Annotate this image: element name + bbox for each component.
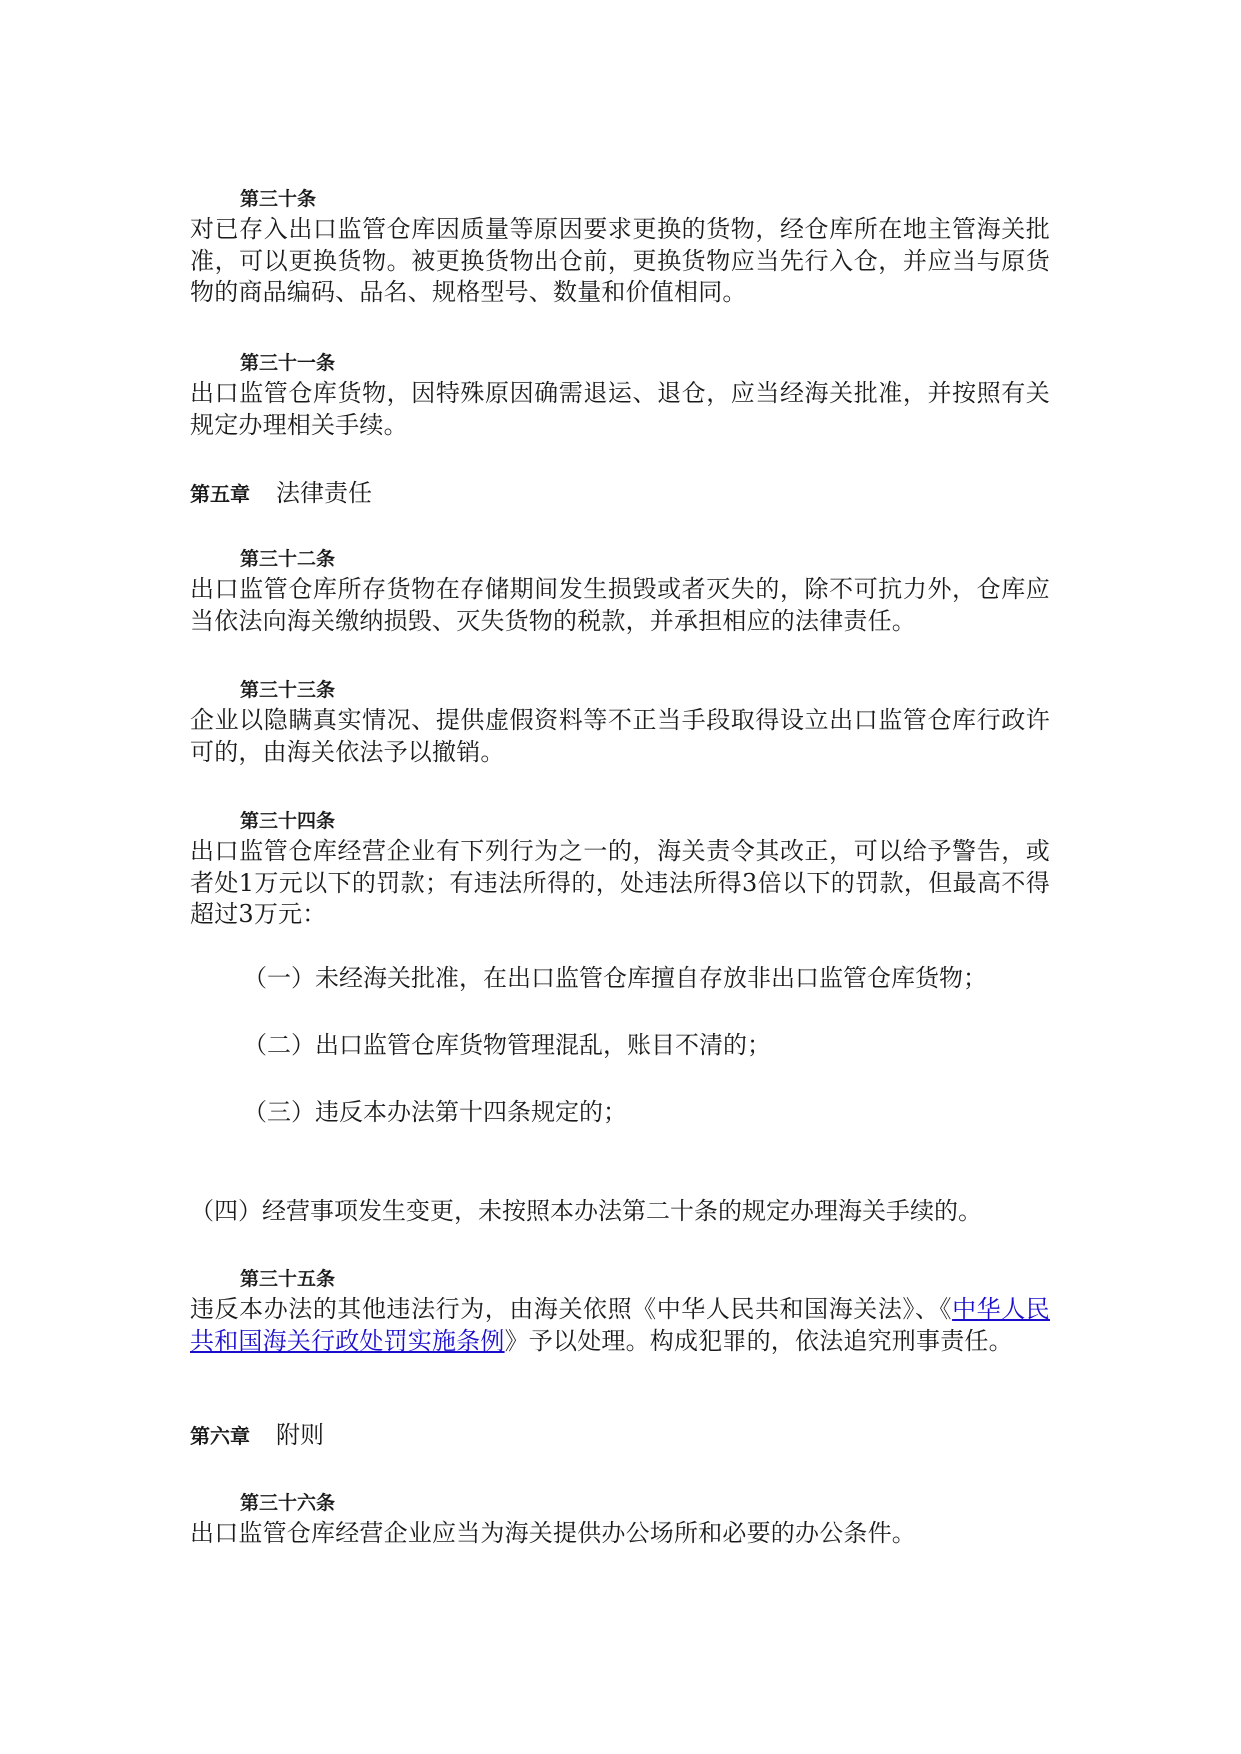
article-31-text: 出口监管仓库货物，因特殊原因确需退运、退仓，应当经海关批准，并按照有关规定办理相关手续。 xyxy=(190,379,1050,439)
chapter-5-number: 第五章 xyxy=(190,482,250,506)
article-36-title: 第三十六条 xyxy=(240,1492,336,1514)
article-35-text-after: 》予以处理。构成犯罪的，依法追究刑事责任。 xyxy=(504,1326,1013,1355)
article-34-item-2: （二）出口监管仓库货物管理混乱，账目不清的； xyxy=(243,1031,771,1059)
chapter-6-title: 附则 xyxy=(276,1421,324,1449)
article-30-text: 对已存入出口监管仓库因质量等原因要求更换的货物，经仓库所在地主管海关批准，可以更换货物。被更换货物出仓前，更换货物应当先行入仓，并应当与原货物的商品编码、品名、规格型号、数量和价值相同。 xyxy=(190,215,1050,306)
article-34-item-3: （三）违反本办法第十四条规定的； xyxy=(243,1098,627,1126)
article-35-text xyxy=(190,1294,1050,1357)
article-32-title: 第三十二条 xyxy=(240,548,336,570)
chapter-5-title: 法律责任 xyxy=(276,479,372,507)
article-34-item-1: （一）未经海关批准，在出口监管仓库擅自存放非出口监管仓库货物； xyxy=(243,964,987,992)
article-36-text: 出口监管仓库经营企业应当为海关提供办公场所和必要的办公条件。 xyxy=(190,1519,916,1547)
article-33-text: 企业以隐瞒真实情况、提供虚假资料等不正当手段取得设立出口监管仓库行政许可的，由海关依法予以撤销。 xyxy=(190,706,1050,766)
article-34-title: 第三十四条 xyxy=(240,810,336,832)
article-34-text: 出口监管仓库经营企业有下列行为之一的，海关责令其改正，可以给予警告，或者处1万元以下的罚款；有违法所得的，处违法所得3倍以下的罚款，但最高不得超过3万元： xyxy=(190,837,1050,928)
article-30-title: 第三十条 xyxy=(240,188,317,210)
article-31-title: 第三十一条 xyxy=(240,352,336,374)
regulation-link[interactable]: 中华人民共和国海关行政处罚实施条例 xyxy=(190,1295,1050,1355)
article-35-text-before: 违反本办法的其他违法行为，由海关依照《中华人民共和国海关法》、《 xyxy=(190,1295,953,1323)
chapter-5-heading xyxy=(190,478,372,509)
chapter-6-heading xyxy=(190,1420,324,1451)
article-34-item-4: （四）经营事项发生变更，未按照本办法第二十条的规定办理海关手续的。 xyxy=(190,1197,982,1225)
article-35-title: 第三十五条 xyxy=(240,1268,336,1290)
chapter-6-number: 第六章 xyxy=(190,1424,250,1448)
article-33-title: 第三十三条 xyxy=(240,679,336,701)
article-32-text: 出口监管仓库所存货物在存储期间发生损毁或者灭失的，除不可抗力外，仓库应当依法向海关缴纳损毁、灭失货物的税款，并承担相应的法律责任。 xyxy=(190,575,1050,635)
